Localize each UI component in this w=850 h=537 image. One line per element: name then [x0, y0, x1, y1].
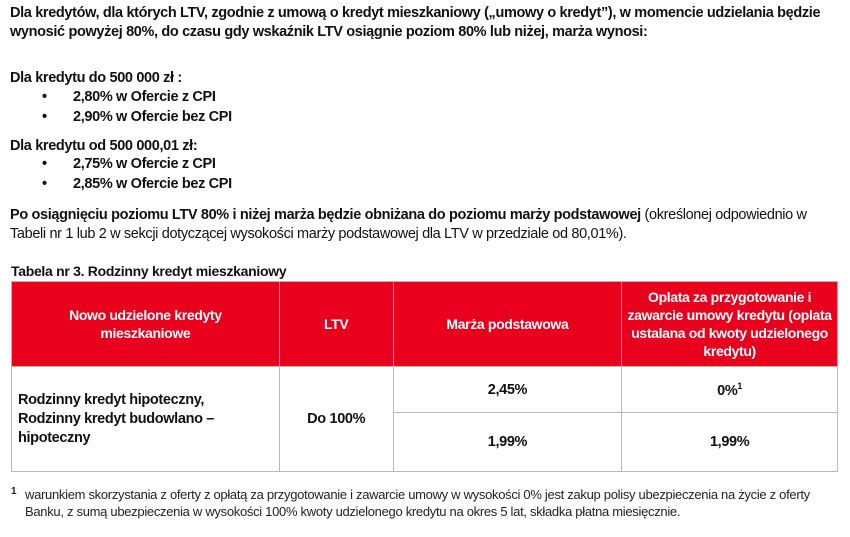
table-caption: Tabela nr 3. Rodzinny kredyt mieszkaniowy	[11, 263, 287, 279]
product-cell: Rodzinny kredyt hipoteczny, Rodzinny kredyt budowlano – hipoteczny	[12, 367, 280, 472]
after-paragraph: Po osiągnięciu poziomu LTV 80% i niżej marża będzie obniżana do poziomu marży podstawowej (określonej odpowiednio w Tabeli nr 1 lub 2 w sekcji dotyczącej wysokości marży podstawowej dla LTV w przedziale od 80,01%).	[10, 207, 807, 242]
ltv-cell: Do 100%	[279, 367, 393, 472]
bullet-icon: •	[42, 176, 47, 192]
header-cell: Marża podstawowa	[393, 282, 622, 367]
group2-title: Dla kredytu od 500 000,01 zł:	[10, 138, 198, 154]
bullet-icon: •	[42, 156, 47, 172]
margin-cell: 1,99%	[393, 413, 622, 472]
header-cell: LTV	[279, 282, 393, 367]
table-row	[12, 367, 838, 413]
list-item: • 2,80% w Ofercie z CPI	[42, 89, 216, 105]
bullet-icon: •	[42, 89, 47, 105]
intro-paragraph: Dla kredytów, dla których LTV, zgodnie z umową o kredyt mieszkaniowy („umowy o kredyt”), w momencie udzielania będzie wynosić powyżej 80%, do czasu gdy wskaźnik LTV osiągnie poziom 80% lub niżej, marża wynosi:	[10, 5, 821, 40]
margin-cell: 2,45%	[393, 367, 622, 413]
footnote: 1 warunkiem skorzystania z oferty z opłatą za przygotowanie i zawarcie umowy w wysokości 0% jest zakup polisy ubezpieczenia na życie z oferty Banku, z sumą ubezpieczenia w wysokości 100% kwoty udzielonego kredytu na okres 5 lat, składka płatna miesięcznie.	[11, 486, 810, 519]
header-cell: Oplata za przygotowanie i zawarcie umowy kredytu (oplata ustalana od kwoty udzielonego kredytu)	[622, 282, 838, 367]
bullet-icon: •	[42, 109, 47, 125]
list-item: • 2,90% w Ofercie bez CPI	[42, 109, 232, 125]
table-header-row	[12, 282, 838, 367]
fee-cell: 1,99%	[622, 413, 838, 472]
header-cell: Nowo udzielone kredyty mieszkaniowe	[12, 282, 280, 367]
group1-title: Dla kredytu do 500 000 zł :	[10, 70, 182, 86]
fee-cell: 0%$^1$	[622, 367, 838, 413]
list-item: • 2,85% w Ofercie bez CPI	[42, 176, 232, 192]
margin-table	[11, 281, 838, 472]
list-item: • 2,75% w Ofercie z CPI	[42, 156, 216, 172]
